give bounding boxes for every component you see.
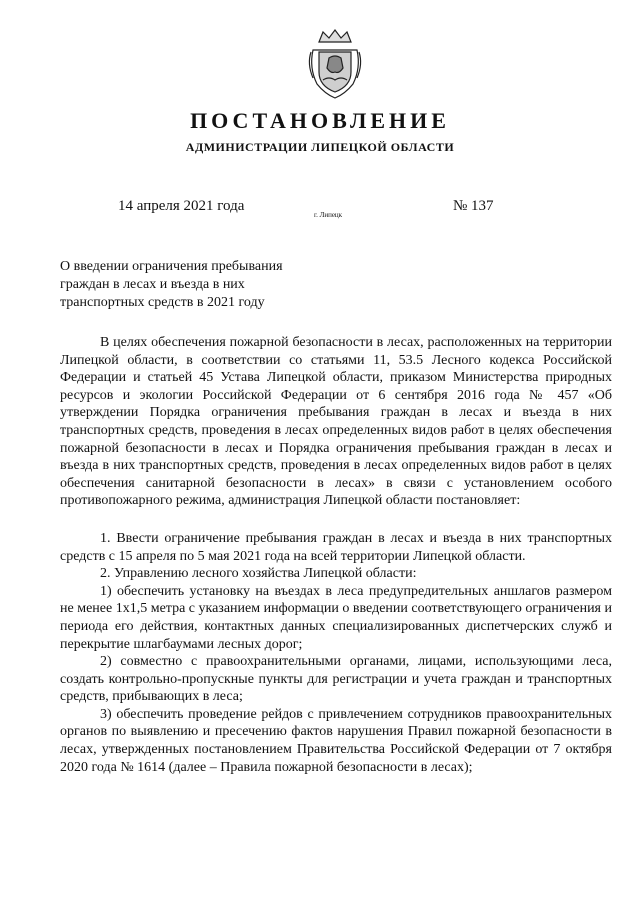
document-title: ПОСТАНОВЛЕНИЕ: [190, 108, 450, 133]
item-2-3-paragraph: 3) обеспечить проведение рейдов с привлечением сотрудников правоохранительных органов по выявлению и пресечению фактов нарушения Правил пожарной безопасности в лесах, утвержденных постановлением Правительства Российской Федерации от 7 октября 2020 года № 1614 (далее – Правила пожарной безопасности в лесах);: [60, 706, 612, 775]
document-subject: О введении ограничения пребывания граждан в лесах и въезда в них транспортных средств в 2021 году: [60, 259, 283, 310]
document-date: 14 апреля 2021 года: [118, 198, 245, 214]
preamble-paragraph: В целях обеспечения пожарной безопасности в лесах, расположенных на территории Липецкой области, в соответствии со статьями 11, 53.5 Лесного кодекса Российской Федерации и статьей 45 Устава Липецкой области, приказом Министерства природных ресурсов и экологии Российской Федерации от 6 сентября 2016 года № 457 «Об утверждении Порядка ограничения пребывания граждан в лесах и въезда в них транспортных средств, проведения в лесах определенных видов работ в целях обеспечения пожарной безопасности в лесах и Порядка ограничения пребывания граждан в лесах и въезда в них транспортных средств, проведения в лесах определенных видов работ в целях обеспечения санитарной безопасности в лесах» в связи с установлением особого противопожарного режима, администрация Липецкой области постановляет:: [60, 335, 612, 509]
coat-of-arms-emblem: [305, 28, 365, 100]
item-2-paragraph: 2. Управлению лесного хозяйства Липецкой области:: [100, 566, 417, 582]
item-2-1-paragraph: 1) обеспечить установку на въездах в леса предупредительных аншлагов размером не менее 1х1,5 метра с указанием информации о введении соответствующего ограничения и периода его действия, контактных данных специализированных диспетчерских служб и перекрытие шлагбаумами лесных дорог;: [60, 583, 612, 652]
item-1-paragraph: 1. Ввести ограничение пребывания граждан в лесах и въезда в них транспортных средств с 15 апреля по 5 мая 2021 года на всей территории Липецкой области.: [60, 530, 612, 564]
document-city: г. Липецк: [314, 211, 343, 219]
item-2-2-paragraph: 2) совместно с правоохранительными органами, лицами, использующими леса, создать контрольно-пропускные пункты для регистрации и учета граждан и транспортных средств, прибывающих в леса;: [60, 654, 612, 705]
document-number: № 137: [453, 198, 494, 214]
document-body: [60, 334, 612, 776]
document-subtitle: АДМИНИСТРАЦИИ ЛИПЕЦКОЙ ОБЛАСТИ: [185, 140, 455, 154]
